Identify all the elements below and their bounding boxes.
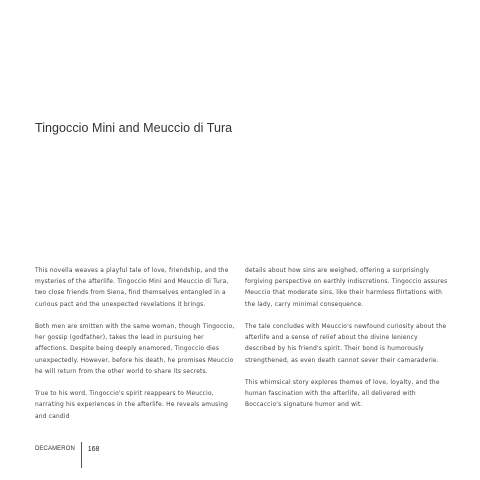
paragraph: This whimsical story explores themes of love, loyalty, and the human fascination with the afterlife, all delivered with Boccaccio's signature humor and wit.: [245, 380, 440, 409]
page-footer: [35, 434, 99, 464]
page-title: Tingoccio Mini and Meuccio di Tura: [35, 121, 233, 135]
text-column-left: [35, 266, 235, 434]
text-column-right: [245, 266, 450, 423]
paragraph: This novella weaves a playful tale of love, friendship, and the mysteries of the afterlife. Tingoccio Mini and Meuccio di Tura, two close friends from Siena, find themselves entangled in a curious pact and the unexpected revelations it brings.: [35, 268, 229, 308]
page-number: 168: [87, 445, 100, 453]
paragraph: details about how sins are weighed, offering a surprisingly forgiving perspective on earthly indiscretions. Tingoccio assures Meuccio that moderate sins, like their harmless flirtations with the lady, carry minimal consequence.: [245, 268, 448, 308]
book-title: DECAMERON: [35, 446, 75, 452]
paragraph: Both men are smitten with the same woman, though Tingoccio, her gossip (godfather), takes the lead in pursuing her affections. Despite being deeply enamored, Tingoccio dies unexpectedly. However, before his death, he promises Meuccio he will return from the other world to share its secrets.: [35, 324, 235, 375]
paragraph: True to his word, Tingoccio's spirit reappears to Meuccio, narrating his experiences in the afterlife. He reveals amusing and candid: [35, 391, 229, 420]
paragraph: The tale concludes with Meuccio's newfound curiosity about the afterlife and a sense of relief about the divine leniency described by his friend's spirit. Their bond is humorously strengthened, as even death cannot sever their camaraderie.: [245, 324, 447, 364]
footer-divider: [81, 442, 82, 468]
